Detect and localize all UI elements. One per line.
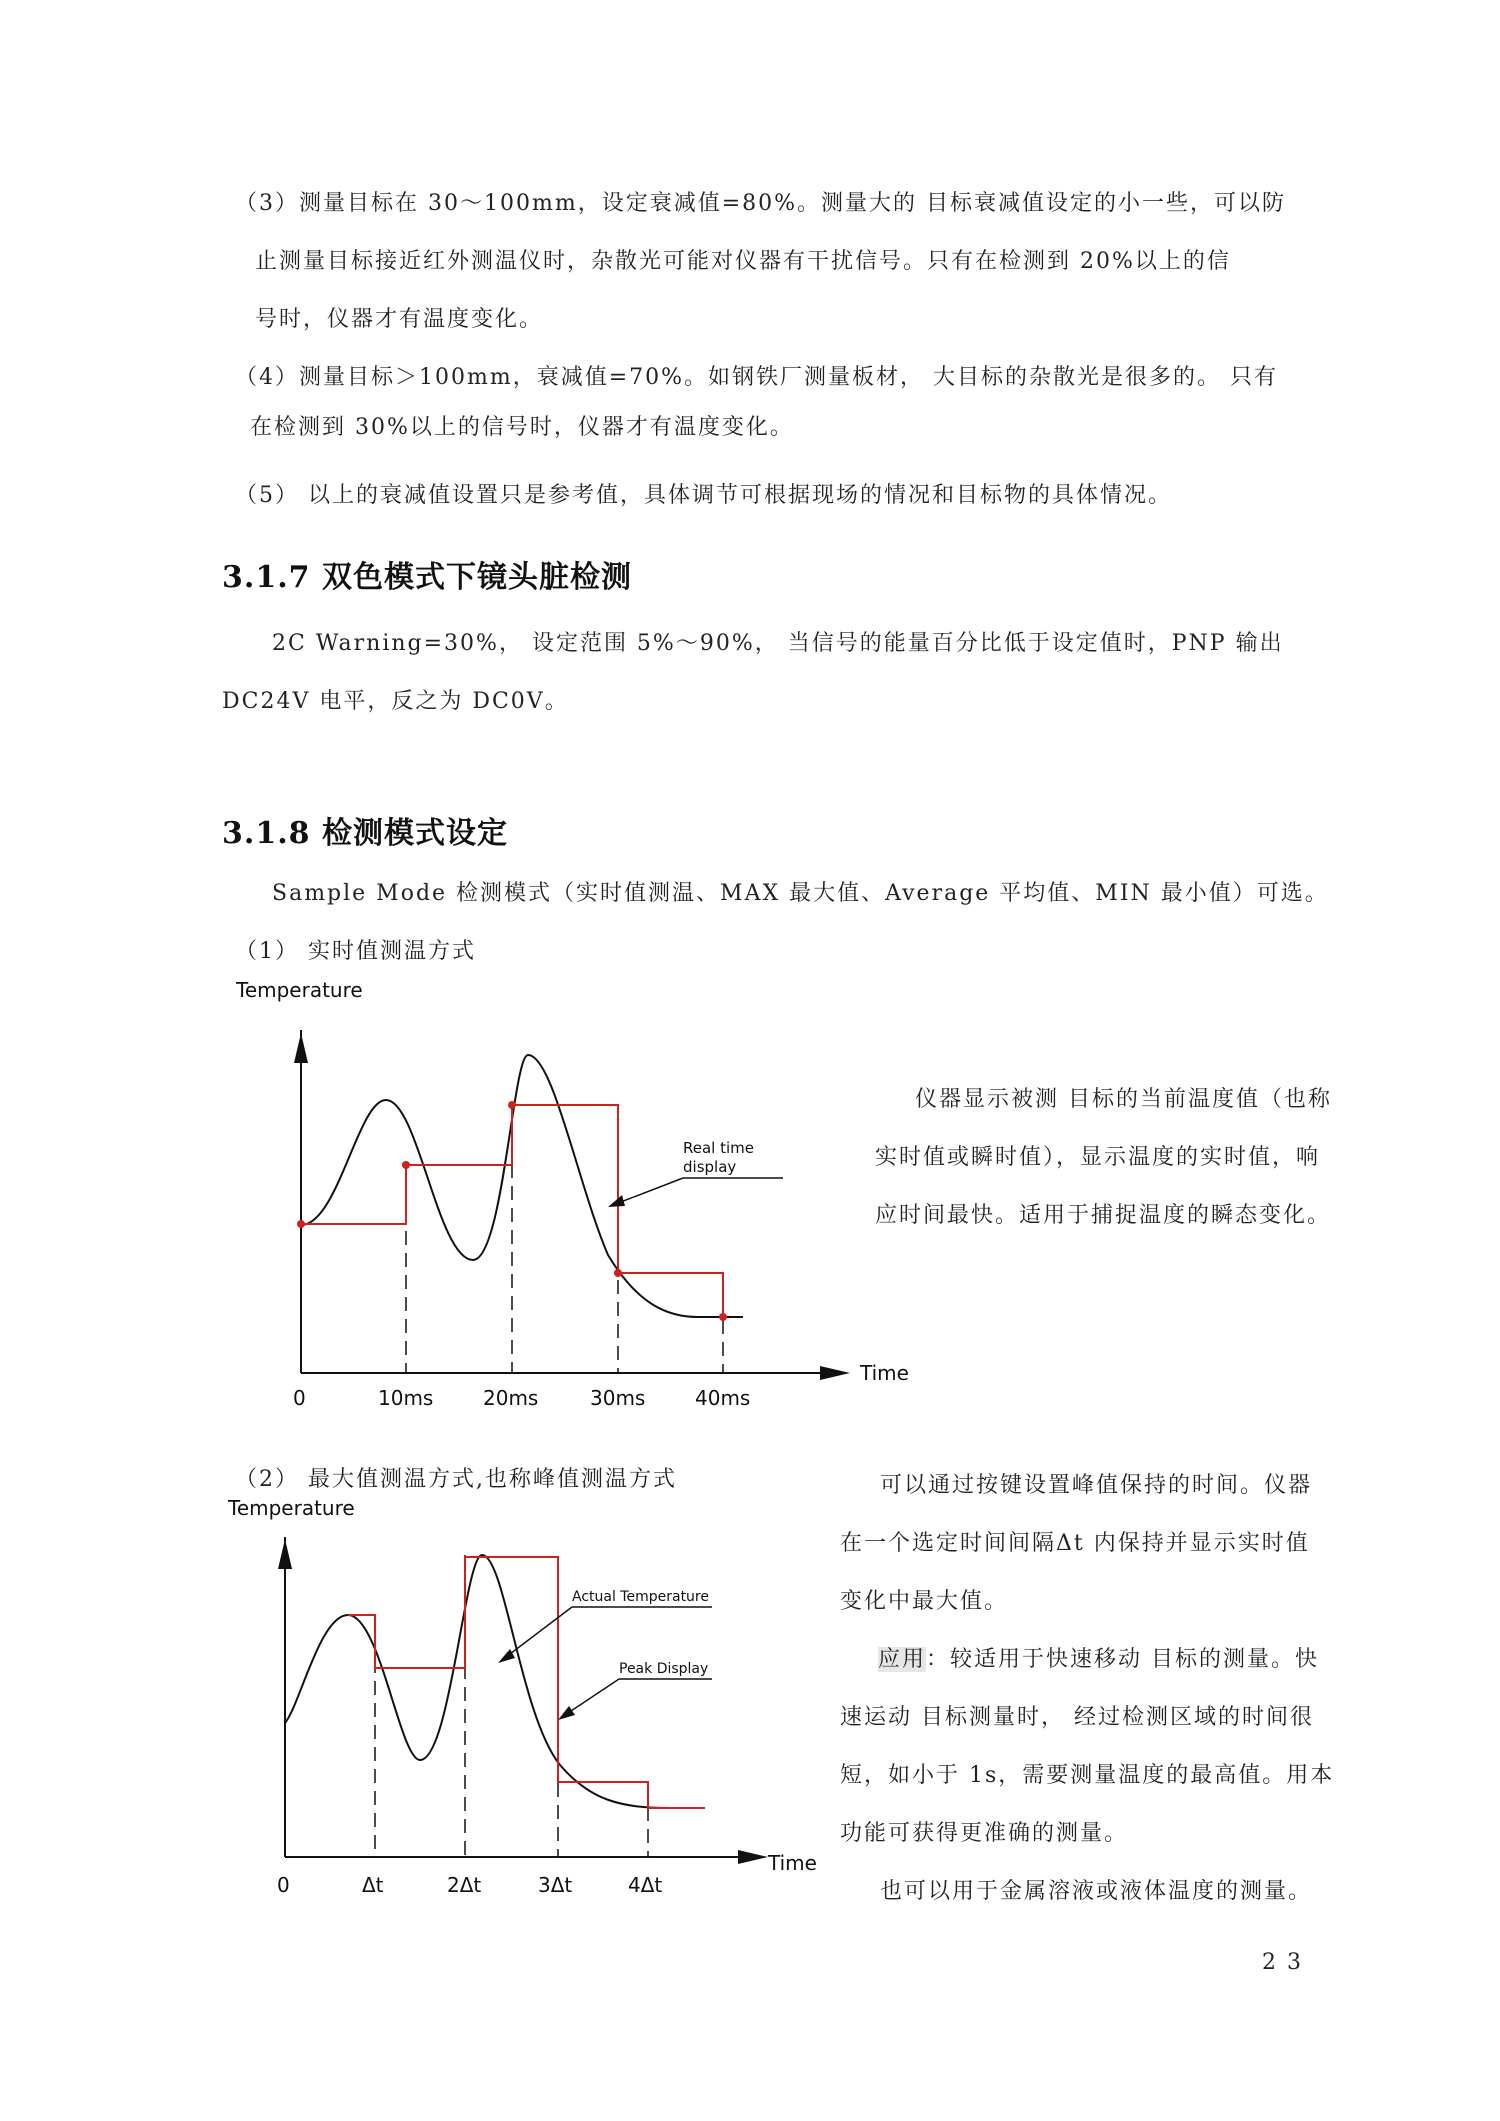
item-1-desc-line-3: 应时间最快。适用于捕捉温度的瞬态变化。 — [875, 1203, 1332, 1228]
item-2-application-line-4: 功能可获得更准确的测量。 — [840, 1821, 1129, 1846]
para-3-line-1: （3）测量目标在 30～100mm，设定衰减值=80%。测量大的 目标衰减值设定的小一些，可以防 — [235, 191, 1287, 216]
item-1-title: （1） 实时值测温方式 — [235, 939, 476, 964]
sample-point-30ms — [614, 1269, 622, 1277]
chart1-annotation-arrow-head — [608, 1195, 625, 1207]
item-2-application-line-2: 速运动 目标测量时， 经过检测区域的时间很 — [840, 1705, 1314, 1730]
application-label: 应用 — [878, 1647, 927, 1672]
chart1-x-arrow — [820, 1366, 850, 1380]
chart1-tick-10ms: 10ms — [378, 1386, 434, 1410]
item-1-desc-line-2: 实时值或瞬时值），显示温度的实时值，响 — [875, 1145, 1321, 1170]
item-2-desc-line-2: 在一个选定时间间隔Δt 内保持并显示实时值 — [840, 1531, 1310, 1556]
sample-point-10ms — [402, 1161, 410, 1169]
chart2-annotation-actual: Actual Temperature — [572, 1589, 709, 1605]
chart1-tick-30ms: 30ms — [590, 1386, 646, 1410]
item-1-desc-line-1: 仪器显示被测 目标的当前温度值（也称 — [915, 1087, 1332, 1112]
chart2-annotation-peak-arrow-head — [558, 1706, 575, 1720]
chart2-x-arrow — [738, 1850, 768, 1864]
chart1-annotation-line-2: display — [683, 1158, 737, 1176]
chart2-annotation-peak: Peak Display — [619, 1661, 709, 1677]
para-3-line-3: 号时，仪器才有温度变化。 — [255, 307, 544, 332]
chart2-ylabel: Temperature — [228, 1496, 355, 1520]
section-318-intro: Sample Mode 检测模式（实时值测温、MAX 最大值、Average 平均值、MIN 最小值）可选。 — [272, 881, 1329, 906]
chart2-tick-4dt: 4Δt — [628, 1873, 663, 1897]
chart1-x-ticks — [293, 1386, 750, 1410]
sample-point-0 — [297, 1220, 305, 1228]
item-2-application-line-3: 短，如小于 1s，需要测量温度的最高值。用本 — [840, 1763, 1335, 1788]
section-317-body-line-2: DC24V 电平，反之为 DC0V。 — [222, 689, 569, 714]
chart1-axes — [301, 1030, 828, 1373]
para-4-line-1: （4）测量目标＞100mm，衰减值=70%。如钢铁厂测量板材， 大目标的杂散光是很多的。 只有 — [235, 365, 1279, 390]
chart1-xlabel: Time — [860, 1361, 909, 1385]
item-2-title: （2） 最大值测温方式,也称峰值测温方式 — [235, 1467, 677, 1492]
chart2-y-arrow — [278, 1539, 292, 1569]
item-2-application-line-1 — [878, 1642, 1319, 1673]
para-5: （5） 以上的衰减值设置只是参考值，具体调节可根据现场的情况和目标物的具体情况。 — [235, 483, 1172, 508]
chart2-x-ticks — [277, 1873, 662, 1897]
item-2-application-line-5: 也可以用于金属溶液或液体温度的测量。 — [880, 1879, 1313, 1904]
para-4-line-2: 在检测到 30%以上的信号时，仪器才有温度变化。 — [250, 415, 794, 440]
application-text: ：较适用于快速移动 目标的测量。快 — [926, 1647, 1320, 1672]
section-317-heading: 3.1.7 双色模式下镜头脏检测 — [222, 560, 632, 595]
section-317-body-line-1: 2C Warning=30%， 设定范围 5%～90%， 当信号的能量百分比低于设定值时，PNP 输出 — [272, 631, 1284, 656]
sample-point-40ms — [719, 1313, 727, 1321]
item-2-desc-line-1: 可以通过按键设置峰值保持的时间。仪器 — [880, 1473, 1313, 1498]
chart2-tick-2dt: 2Δt — [447, 1873, 482, 1897]
chart1-tick-0: 0 — [293, 1386, 306, 1410]
chart1-y-arrow — [294, 1033, 308, 1063]
chart2-tick-0: 0 — [277, 1873, 290, 1897]
chart1-tick-20ms: 20ms — [483, 1386, 539, 1410]
page-number: 2 3 — [1262, 1950, 1303, 1975]
chart1-dashed-guides — [406, 1120, 723, 1373]
sample-point-20ms — [508, 1101, 516, 1109]
chart2-tick-dt: Δt — [362, 1873, 384, 1897]
chart1-temperature-curve — [301, 1055, 743, 1317]
chart2-tick-3dt: 3Δt — [538, 1873, 573, 1897]
item-2-desc-line-3: 变化中最大值。 — [840, 1589, 1009, 1614]
realtime-chart — [228, 975, 909, 1415]
section-318-heading: 3.1.8 检测模式设定 — [222, 816, 508, 851]
chart1-annotation-line-1: Real time — [683, 1139, 754, 1157]
chart2-xlabel: Time — [768, 1851, 817, 1875]
chart1-tick-40ms: 40ms — [695, 1386, 751, 1410]
chart1-ylabel: Temperature — [236, 978, 363, 1002]
para-3-line-2: 止测量目标接近红外测温仪时，杂散光可能对仪器有干扰信号。只有在检测到 20%以上的信 — [255, 249, 1231, 274]
chart2-annotation-actual-arrow-head — [498, 1649, 515, 1663]
peak-chart — [220, 1495, 840, 1905]
